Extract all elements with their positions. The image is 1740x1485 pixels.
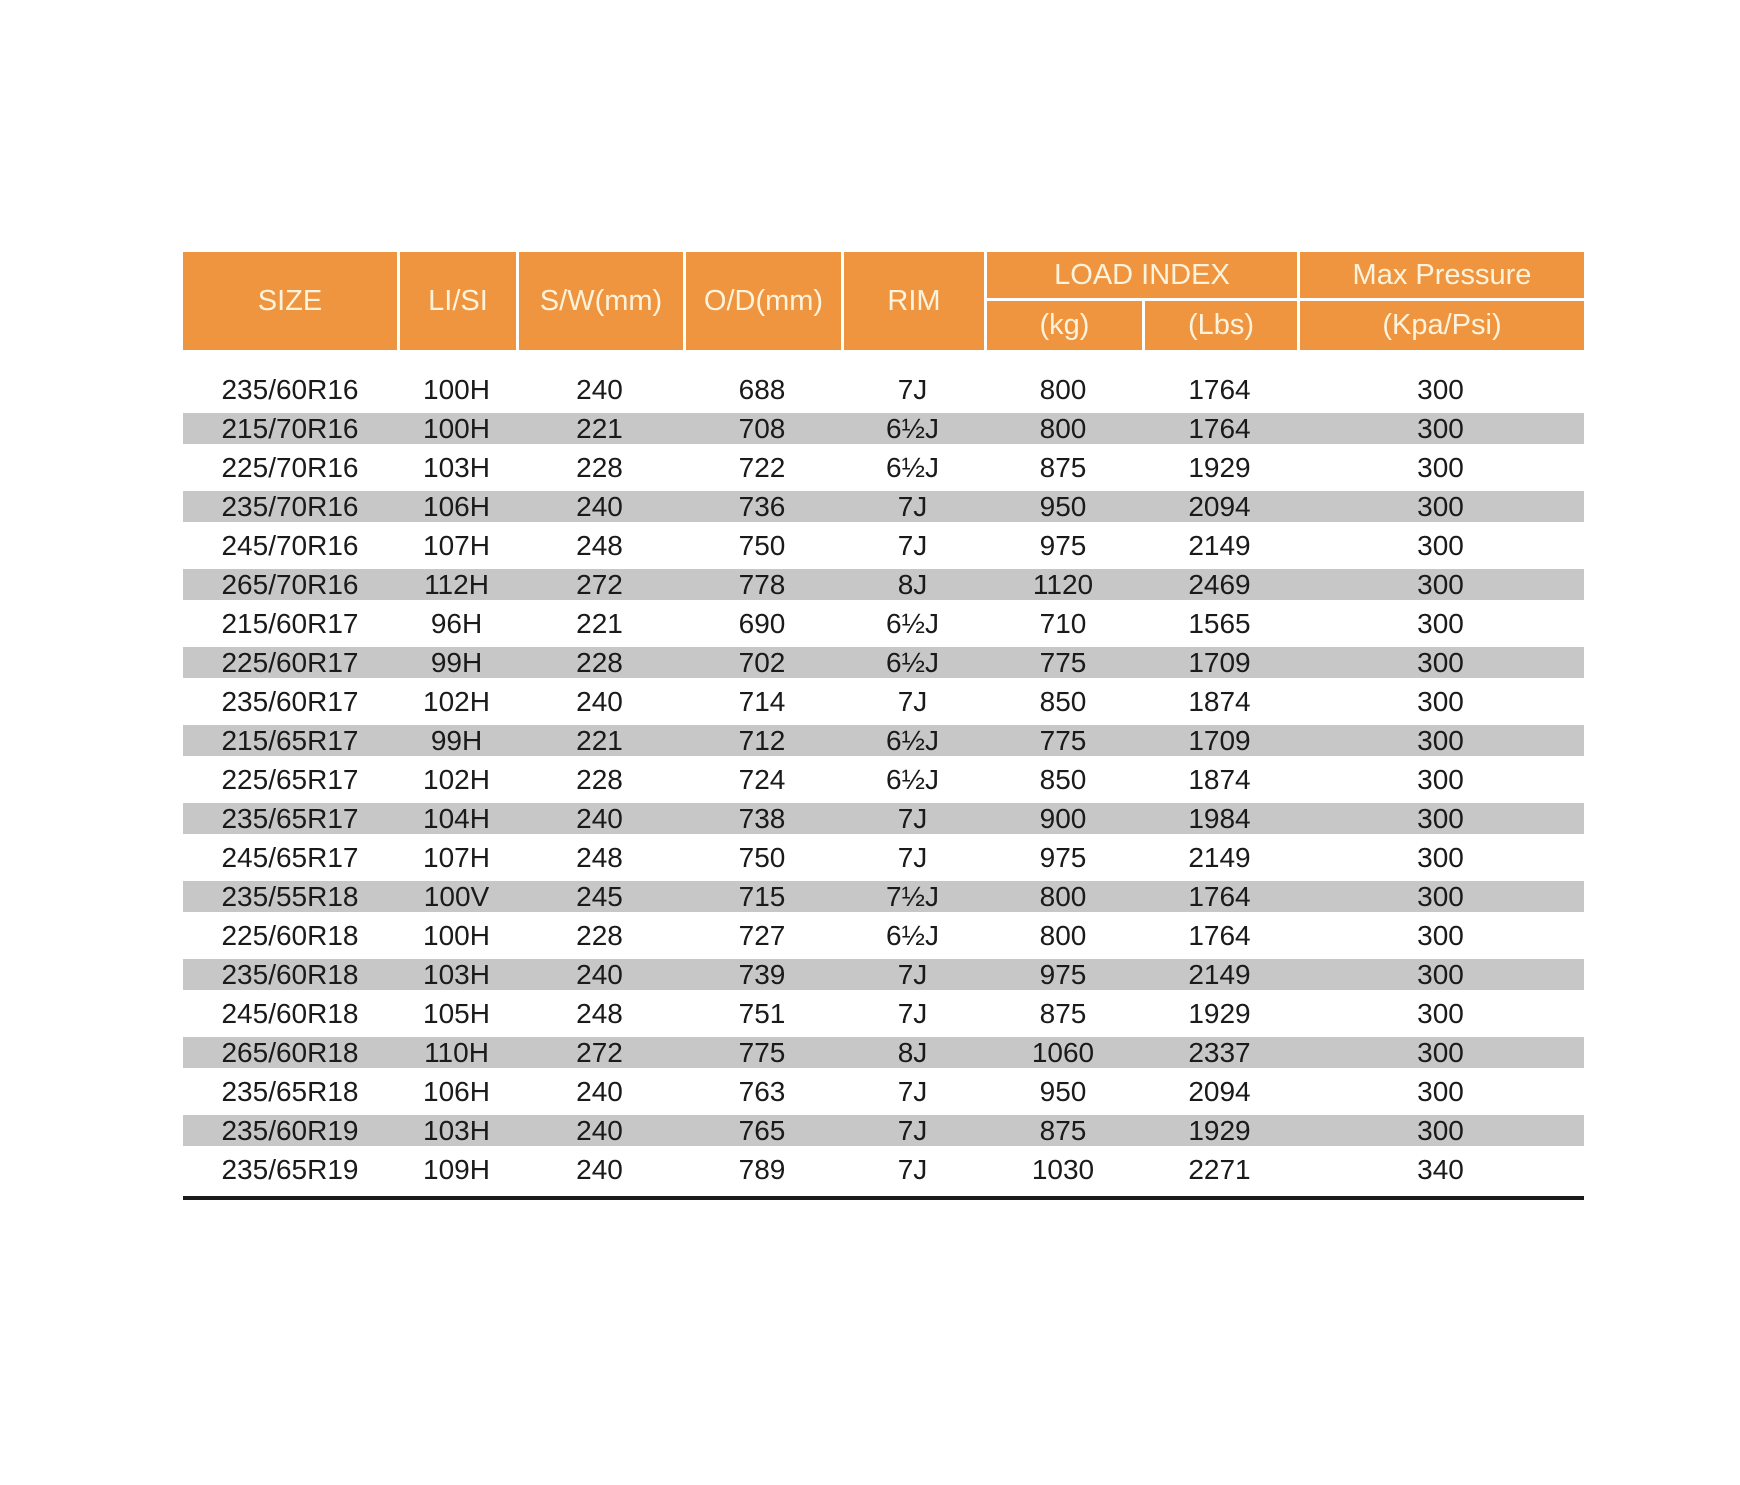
cell-section-width: 221 [576,608,623,639]
cell-lisi: 104H [423,803,490,834]
cell-load-kg: 800 [1039,881,1087,912]
cell-size: 215/60R17 [221,608,359,639]
table-row [183,916,1584,955]
cell-rim: 7J [897,530,928,561]
header-load-index: LOAD INDEX [984,252,1297,301]
table-row [183,448,1584,487]
table-row [183,1150,1584,1189]
table-row [183,565,1584,604]
cell-outer-diameter: 715 [738,881,786,912]
cell-load-lbs: 2271 [1188,1154,1251,1185]
cell-outer-diameter: 739 [738,959,786,990]
cell-lisi: 100H [423,374,490,405]
cell-lisi: 106H [423,491,490,522]
cell-rim: 8J [897,569,928,600]
cell-load-kg: 875 [1039,452,1087,483]
cell-max-pressure: 300 [1417,491,1464,522]
cell-section-width: 221 [576,725,623,756]
cell-section-width: 272 [576,569,623,600]
cell-lisi: 105H [423,998,490,1029]
cell-load-lbs: 2337 [1188,1037,1251,1068]
cell-rim: 7J [897,842,928,873]
cell-load-kg: 710 [1039,608,1087,639]
cell-size: 265/70R16 [221,569,359,600]
cell-load-kg: 1030 [1031,1154,1095,1185]
table-row [183,409,1584,448]
cell-load-lbs: 1764 [1188,920,1251,951]
cell-section-width: 240 [576,491,623,522]
cell-load-kg: 975 [1039,842,1087,873]
cell-size: 235/60R19 [221,1115,359,1146]
table-row [183,838,1584,877]
cell-max-pressure: 300 [1417,374,1464,405]
table-row [183,1033,1584,1072]
cell-lisi: 112H [424,569,489,600]
cell-load-lbs: 2149 [1188,530,1251,561]
cell-outer-diameter: 775 [738,1037,786,1068]
cell-rim: 6½J [886,608,939,639]
cell-lisi: 102H [423,686,490,717]
header-kpa-psi: (Kpa/Psi) [1297,301,1584,350]
cell-size: 225/65R17 [221,764,359,795]
cell-outer-diameter: 738 [738,803,786,834]
cell-size: 225/60R18 [221,920,359,951]
table-row [183,955,1584,994]
table-row [183,877,1584,916]
table-row [183,370,1584,409]
cell-load-kg: 775 [1039,725,1087,756]
cell-section-width: 228 [576,920,623,951]
cell-rim: 6½J [886,647,939,678]
header-outer-diameter: O/D(mm) [683,252,841,350]
cell-section-width: 248 [576,530,623,561]
cell-section-width: 272 [576,1037,623,1068]
cell-load-lbs: 2149 [1188,842,1251,873]
cell-max-pressure: 300 [1417,452,1464,483]
cell-outer-diameter: 722 [738,452,786,483]
table-body [183,370,1584,1189]
cell-lisi: 107H [423,842,490,873]
header-size: SIZE [257,284,323,317]
cell-load-kg: 1120 [1032,569,1094,600]
header-section-width: S/W(mm) [516,252,683,350]
cell-size: 235/60R18 [221,959,359,990]
cell-lisi: 110H [424,1037,489,1068]
cell-section-width: 248 [576,842,623,873]
table-row [183,994,1584,1033]
cell-load-lbs: 2094 [1188,1076,1251,1107]
cell-section-width: 240 [576,1154,623,1185]
cell-load-kg: 800 [1039,374,1087,405]
cell-rim: 7J [897,1115,928,1146]
cell-max-pressure: 300 [1417,413,1464,444]
cell-section-width: 228 [576,452,623,483]
cell-section-width: 240 [576,803,623,834]
cell-outer-diameter: 702 [738,647,786,678]
cell-load-kg: 900 [1039,803,1087,834]
cell-rim: 7½J [886,881,939,912]
cell-max-pressure: 300 [1417,569,1464,600]
cell-max-pressure: 300 [1417,530,1464,561]
cell-max-pressure: 300 [1417,1076,1464,1107]
cell-outer-diameter: 763 [738,1076,786,1107]
cell-max-pressure: 300 [1417,803,1464,834]
cell-load-kg: 875 [1039,1115,1087,1146]
cell-lisi: 107H [423,530,490,561]
cell-load-kg: 975 [1039,530,1087,561]
cell-lisi: 96H [430,608,483,639]
cell-outer-diameter: 778 [738,569,786,600]
cell-load-kg: 950 [1039,1076,1087,1107]
cell-rim: 7J [897,998,928,1029]
cell-load-lbs: 1709 [1188,647,1251,678]
cell-load-kg: 875 [1039,998,1087,1029]
cell-lisi: 106H [423,1076,490,1107]
cell-lisi: 103H [423,959,490,990]
table-row [183,1111,1584,1150]
cell-max-pressure: 300 [1417,764,1464,795]
cell-size: 265/60R18 [221,1037,359,1068]
cell-outer-diameter: 714 [738,686,786,717]
cell-lisi: 99H [430,647,483,678]
cell-max-pressure: 300 [1417,959,1464,990]
cell-rim: 6½J [886,920,939,951]
table-row [183,604,1584,643]
cell-load-lbs: 1764 [1188,374,1251,405]
table-row [183,682,1584,721]
cell-section-width: 240 [576,959,623,990]
table-row [183,721,1584,760]
cell-max-pressure: 300 [1417,1115,1464,1146]
tire-spec-table [183,252,1584,1200]
cell-load-lbs: 1764 [1188,881,1251,912]
cell-rim: 6½J [886,413,939,444]
cell-load-lbs: 2094 [1188,491,1251,522]
cell-section-width: 240 [576,686,623,717]
cell-outer-diameter: 750 [738,842,786,873]
table-row [183,760,1584,799]
cell-load-lbs: 2469 [1188,569,1251,600]
cell-size: 215/70R16 [221,413,359,444]
cell-section-width: 245 [576,881,623,912]
table-row [183,643,1584,682]
cell-size: 235/65R18 [221,1076,359,1107]
cell-size: 235/65R17 [221,803,359,834]
cell-rim: 7J [897,491,928,522]
header-load-lbs: (Lbs) [1142,301,1297,350]
header-load-kg: (kg) [984,301,1142,350]
cell-size: 235/65R19 [221,1154,359,1185]
cell-size: 245/70R16 [221,530,359,561]
table-row [183,487,1584,526]
cell-size: 235/60R16 [221,374,359,405]
table-header [183,252,1584,350]
cell-load-kg: 1060 [1031,1037,1095,1068]
cell-load-kg: 950 [1039,491,1087,522]
cell-load-kg: 850 [1039,686,1087,717]
cell-load-lbs: 1874 [1188,686,1251,717]
cell-outer-diameter: 727 [738,920,786,951]
cell-section-width: 228 [576,647,623,678]
cell-outer-diameter: 789 [738,1154,786,1185]
cell-load-lbs: 1565 [1188,608,1251,639]
cell-max-pressure: 300 [1417,647,1464,678]
cell-max-pressure: 300 [1417,881,1464,912]
cell-load-kg: 775 [1039,647,1087,678]
cell-max-pressure: 300 [1417,686,1464,717]
header-max-pressure: Max Pressure [1297,252,1584,301]
cell-outer-diameter: 708 [738,413,786,444]
cell-rim: 8J [897,1037,928,1068]
cell-section-width: 240 [576,1115,623,1146]
cell-rim: 7J [897,959,928,990]
cell-size: 215/65R17 [221,725,359,756]
cell-load-kg: 850 [1039,764,1087,795]
table-bottom-rule [183,1196,1584,1200]
cell-lisi: 103H [423,1115,490,1146]
cell-load-lbs: 1929 [1188,998,1251,1029]
cell-section-width: 240 [576,374,623,405]
cell-load-lbs: 1929 [1188,1115,1251,1146]
cell-load-lbs: 1874 [1188,764,1251,795]
cell-max-pressure: 300 [1417,608,1464,639]
header-lisi: LI/SI [397,252,516,350]
cell-rim: 7J [897,803,928,834]
cell-load-kg: 975 [1039,959,1087,990]
cell-max-pressure: 300 [1417,920,1464,951]
cell-section-width: 221 [576,413,623,444]
cell-load-lbs: 1984 [1188,803,1251,834]
cell-load-kg: 800 [1039,920,1087,951]
table-row [183,1072,1584,1111]
cell-size: 235/55R18 [221,881,359,912]
table-row [183,526,1584,565]
cell-rim: 7J [897,374,928,405]
cell-outer-diameter: 751 [738,998,786,1029]
cell-outer-diameter: 712 [738,725,786,756]
cell-section-width: 248 [576,998,623,1029]
cell-size: 245/65R17 [221,842,359,873]
header-rim: RIM [841,252,984,350]
cell-lisi: 100H [423,413,490,444]
cell-size: 235/60R17 [221,686,359,717]
cell-load-lbs: 2149 [1188,959,1251,990]
cell-max-pressure: 340 [1417,1154,1464,1185]
cell-section-width: 240 [576,1076,623,1107]
cell-load-lbs: 1709 [1188,725,1251,756]
cell-lisi: 100V [423,881,490,912]
table-row [183,799,1584,838]
cell-outer-diameter: 765 [738,1115,786,1146]
cell-outer-diameter: 690 [738,608,786,639]
cell-rim: 7J [897,1076,928,1107]
cell-max-pressure: 300 [1417,1037,1464,1068]
cell-rim: 7J [897,1154,928,1185]
cell-size: 235/70R16 [221,491,359,522]
cell-max-pressure: 300 [1417,998,1464,1029]
cell-outer-diameter: 688 [738,374,786,405]
cell-outer-diameter: 724 [738,764,786,795]
cell-max-pressure: 300 [1417,842,1464,873]
cell-lisi: 109H [423,1154,490,1185]
cell-max-pressure: 300 [1417,725,1464,756]
cell-outer-diameter: 736 [738,491,786,522]
cell-section-width: 228 [576,764,623,795]
cell-load-lbs: 1764 [1188,413,1251,444]
cell-lisi: 102H [423,764,490,795]
cell-rim: 6½J [886,452,939,483]
cell-rim: 6½J [886,764,939,795]
cell-size: 225/70R16 [221,452,359,483]
cell-rim: 7J [897,686,928,717]
cell-lisi: 99H [430,725,483,756]
cell-load-kg: 800 [1039,413,1087,444]
cell-size: 245/60R18 [221,998,359,1029]
cell-lisi: 100H [423,920,490,951]
cell-load-lbs: 1929 [1188,452,1251,483]
cell-size: 225/60R17 [221,647,359,678]
cell-outer-diameter: 750 [738,530,786,561]
cell-lisi: 103H [423,452,490,483]
cell-rim: 6½J [886,725,939,756]
